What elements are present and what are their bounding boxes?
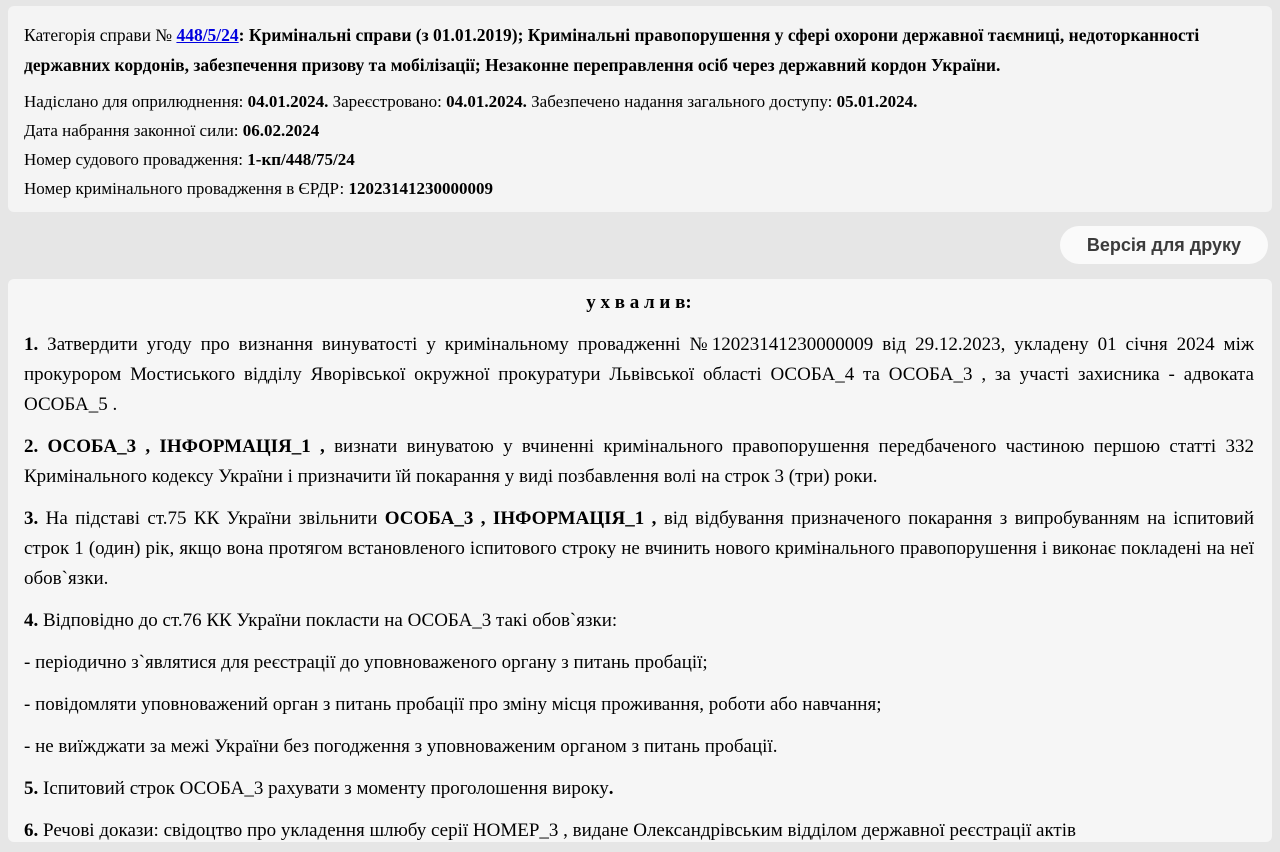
case-number-link[interactable]: 448/5/24 bbox=[176, 25, 239, 45]
bold-text-run: 05.01.2024. bbox=[836, 92, 918, 111]
document-paragraph bbox=[24, 690, 1254, 720]
text-run: Номер кримінального провадження в ЄРДР: bbox=[24, 179, 349, 198]
bold-text-run: 6. bbox=[24, 820, 39, 841]
document-paragraph bbox=[24, 732, 1254, 762]
bold-text-run: ОСОБА_3 , ІНФОРМАЦІЯ_1 , bbox=[384, 508, 664, 529]
bold-text-run: 2. ОСОБА_3 , ІНФОРМАЦІЯ_1 , bbox=[24, 436, 335, 457]
document-heading: у х в а л и в: bbox=[586, 292, 692, 313]
bold-text-run: 06.02.2024 bbox=[242, 121, 320, 140]
case-category-line bbox=[24, 20, 1252, 80]
text-run: Зареєстровано: bbox=[328, 92, 447, 111]
bold-text-run: . bbox=[608, 778, 614, 799]
toolbar bbox=[1060, 226, 1268, 264]
erdr-number-line bbox=[24, 174, 1252, 203]
text-run: - періодично з`являтися для реєстрації до уповноваженого органу з питань пробації; bbox=[24, 652, 708, 673]
case-info-card bbox=[8, 6, 1272, 212]
text-run: Іспитовий строк ОСОБА_3 рахувати з моменту проголошення вироку bbox=[38, 778, 609, 799]
text-run: Речові докази: свідоцтво про укладення шлюбу серії НОМЕР_3 , видане Олександрівським відділом державної реєстрації актів bbox=[38, 820, 1076, 841]
document-body bbox=[24, 330, 1254, 842]
bold-text-run: 12023141230000009 bbox=[348, 179, 494, 198]
text-run: Номер судового провадження: bbox=[24, 150, 248, 169]
publication-dates-line bbox=[24, 87, 1252, 116]
document-paragraph bbox=[24, 504, 1254, 594]
text-run: Дата набрання законної сили: bbox=[24, 121, 243, 140]
text-run: Надіслано для оприлюднення: bbox=[24, 92, 248, 111]
text-run: від відбування призначеного покарання з випробуванням на іспитовий строк 1 (один) рік, якщо вона протягом встановленого іспитового строку не вчинить нового кримінального правопорушення і виконає покладені на неї обов`язки. bbox=[24, 508, 1255, 589]
print-version-button[interactable]: Версія для друку bbox=[1060, 226, 1268, 264]
bold-text-run: 5. bbox=[24, 778, 39, 799]
document-paragraph bbox=[24, 774, 1254, 804]
bold-text-run: : Кримінальні справи (з 01.01.2019); Кримінальні правопорушення у сфері охорони державної таємниці, недоторканності державних кордонів, забезпечення призову та мобілізації; Незаконне переправлення осіб через державний кордон України. bbox=[24, 25, 1200, 75]
bold-text-run: 04.01.2024. bbox=[446, 92, 527, 111]
document-paragraph bbox=[24, 816, 1254, 842]
text-run: - не виїжджати за межі України без погодження з уповноваженим органом з питань пробації. bbox=[24, 736, 778, 757]
bold-text-run: 1. bbox=[24, 334, 39, 355]
document-paragraph bbox=[24, 606, 1254, 636]
court-proceeding-number-line bbox=[24, 145, 1252, 174]
text-run: - повідомляти уповноважений орган з питань пробації про зміну місця проживання, роботи або навчання; bbox=[24, 694, 882, 715]
bold-text-run: 04.01.2024. bbox=[247, 92, 329, 111]
text-run: Забезпечено надання загального доступу: bbox=[526, 92, 837, 111]
text-run: визнати винуватою у вчиненні кримінального правопорушення передбаченого частиною першою статті 332 Кримінального кодексу України і призначити їй покарання у виді позбавлення волі на строк 3 (три) роки. bbox=[24, 436, 1254, 487]
bold-text-run: 1-кп/448/75/24 bbox=[247, 150, 355, 169]
document-paragraph bbox=[24, 432, 1254, 492]
bold-text-run: 4. bbox=[24, 610, 39, 631]
text-run: Відповідно до ст.76 КК України покласти на ОСОБА_3 такі обов`язки: bbox=[38, 610, 618, 631]
bold-text-run: 3. bbox=[24, 508, 39, 529]
text-run: На підставі ст.75 КК України звільнити bbox=[38, 508, 385, 529]
document-card bbox=[8, 279, 1272, 842]
text-run: Категорія справи № bbox=[24, 25, 177, 45]
document-paragraph bbox=[24, 330, 1254, 420]
legal-force-date-line bbox=[24, 116, 1252, 145]
text-run: Затвердити угоду про визнання винуватості у кримінальному провадженні №12023141230000009 від 29.12.2023, укладену 01 січня 2024 між прокурором Мостиського відділу Яворівської окружної прокуратури Львівської області ОСОБА_4 та ОСОБА_3 , за участі захисника - адвоката ОСОБА_5 . bbox=[24, 334, 1254, 415]
document-paragraph bbox=[24, 648, 1254, 678]
